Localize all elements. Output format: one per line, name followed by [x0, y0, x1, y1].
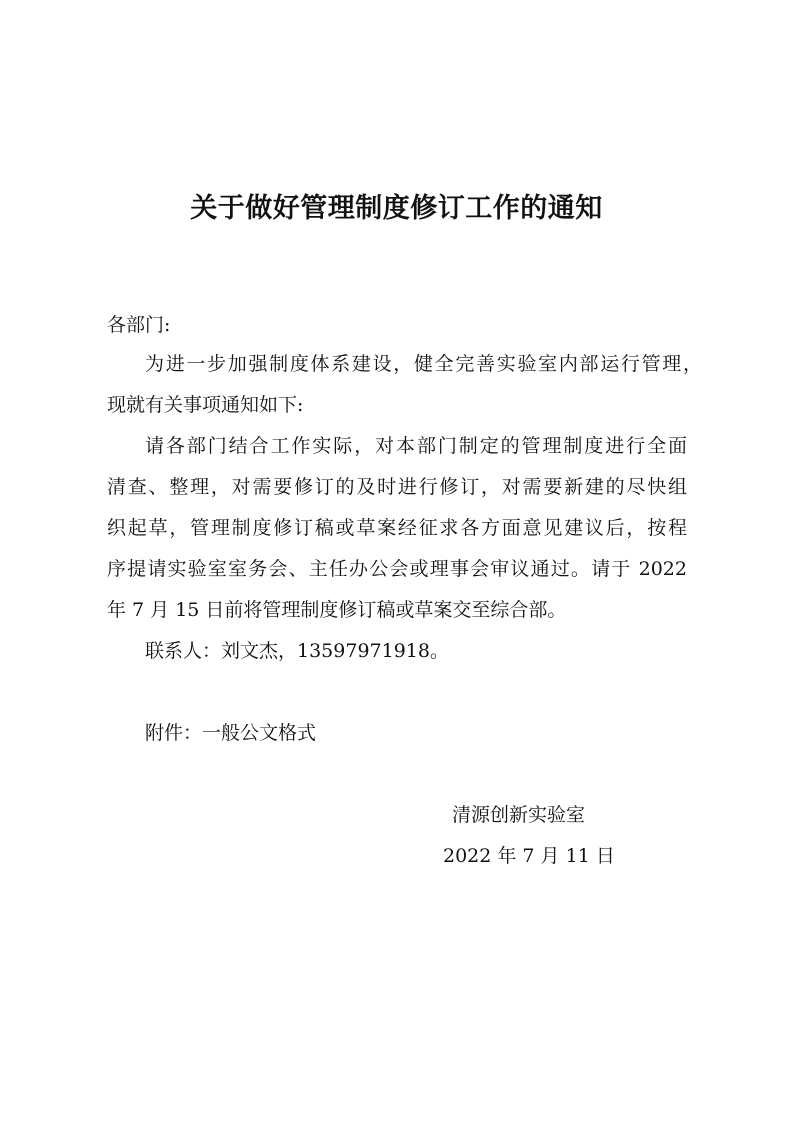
attachment-line: 附件：一般公文格式 [145, 722, 317, 744]
paragraph2-line4: 序提请实验室室务会、主任办公会或理事会审议通过。请于 2022 [107, 558, 687, 580]
paragraph1-line1: 为进一步加强制度体系建设，健全完善实验室内部运行管理， [145, 353, 702, 375]
salutation: 各部门: [107, 314, 171, 336]
paragraph2-line2: 清查、整理，对需要修订的及时进行修订，对需要新建的尽快组 [107, 476, 687, 498]
signature-date: 2022 年 7 月 11 日 [443, 845, 615, 867]
contact-line: 联系人：刘文杰，13597971918。 [145, 640, 449, 662]
document-title: 关于做好管理制度修订工作的通知 [190, 193, 603, 224]
paragraph2-line1: 请各部门结合工作实际，对本部门制定的管理制度进行全面 [145, 435, 687, 457]
paragraph2-line3: 织起草，管理制度修订稿或草案经征求各方面意见建议后，按程 [107, 517, 687, 539]
signature-organization: 清源创新实验室 [452, 804, 586, 826]
paragraph2-line5: 年 7 月 15 日前将管理制度修订稿或草案交至综合部。 [107, 599, 567, 621]
paragraph1-line2: 现就有关事项通知如下: [107, 394, 304, 416]
